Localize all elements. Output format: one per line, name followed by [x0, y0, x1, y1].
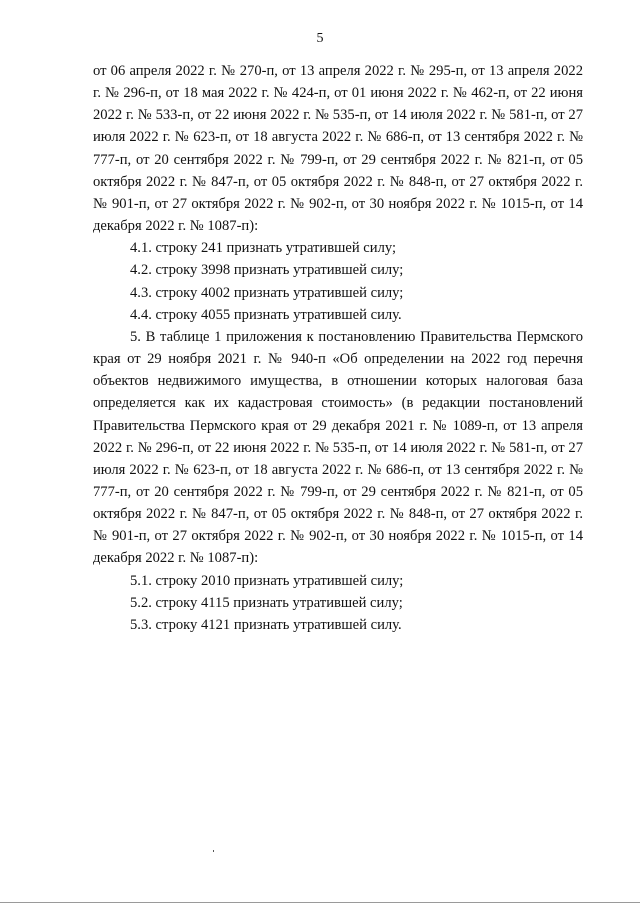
list-item-4-1: 4.1. строку 241 признать утратившей силу;: [130, 240, 397, 257]
list-item-4-4: 4.4. строку 4055 признать утратившей силу.: [130, 306, 402, 323]
list-item-4-3: 4.3. строку 4002 признать утратившей силу;: [130, 284, 404, 301]
list-item-5-2: 5.2. строку 4115 признать утратившей силу;: [130, 594, 403, 611]
list-item-5-1: 5.1. строку 2010 признать утратившей силу;: [130, 572, 404, 589]
page-number: 5: [316, 31, 324, 46]
page-bottom-edge: [0, 902, 640, 903]
list-item-5-3: 5.3. строку 4121 признать утратившей силу.: [130, 616, 402, 633]
section-4-continuation-paragraph: от 06 апреля 2022 г. № 270-п, от 13 апреля 2022 г. № 295-п, от 13 апреля 2022 г. № 296-п, от 18 мая 2022 г. № 424-п, от 01 июня 2022 г. № 462-п, от 22 июня 2022 г. № 533-п, от 22 июня 2022 г. № 535-п, от 14 июля 2022 г. № 581-п, от 27 июля 2022 г. № 623-п, от 18 августа 2022 г. № 686-п, от 13 сентября 2022 г. № 777-п, от 20 сентября 2022 г. № 799-п, от 29 сентября 2022 г. № 821-п, от 05 октября 2022 г. № 847-п, от 05 октября 2022 г. № 848-п, от 27 октября 2022 г. № 901-п, от 27 октября 2022 г. № 902-п, от 30 ноября 2022 г. № 1015-п, от 14 декабря 2022 г. № 1087-п):: [93, 63, 583, 235]
document-body: [93, 60, 583, 636]
scan-speck: [213, 850, 214, 852]
list-item-4-2: 4.2. строку 3998 признать утратившей силу;: [130, 262, 404, 279]
section-5-paragraph: 5. В таблице 1 приложения к постановлению Правительства Пермского края от 29 ноября 2021 г. № 940-п «Об определении на 2022 год перечня объектов недвижимого имущества, в отношении которых налоговая база определяется как их кадастровая стоимость» (в редакции постановлений Правительства Пермского края от 29 декабря 2021 г. № 1089-п, от 13 апреля 2022 г. № 296-п, от 22 июня 2022 г. № 535-п, от 14 июля 2022 г. № 581-п, от 27 июля 2022 г. № 623-п, от 18 августа 2022 г. № 686-п, от 13 сентября 2022 г. № 777-п, от 20 сентября 2022 г. № 799-п, от 29 сентября 2022 г. № 821-п, от 05 октября 2022 г. № 847-п, от 05 октября 2022 г. № 848-п, от 27 октября 2022 г. № 901-п, от 27 октября 2022 г. № 902-п, от 30 ноября 2022 г. № 1015-п, от 14 декабря 2022 г. № 1087-п):: [93, 328, 583, 567]
